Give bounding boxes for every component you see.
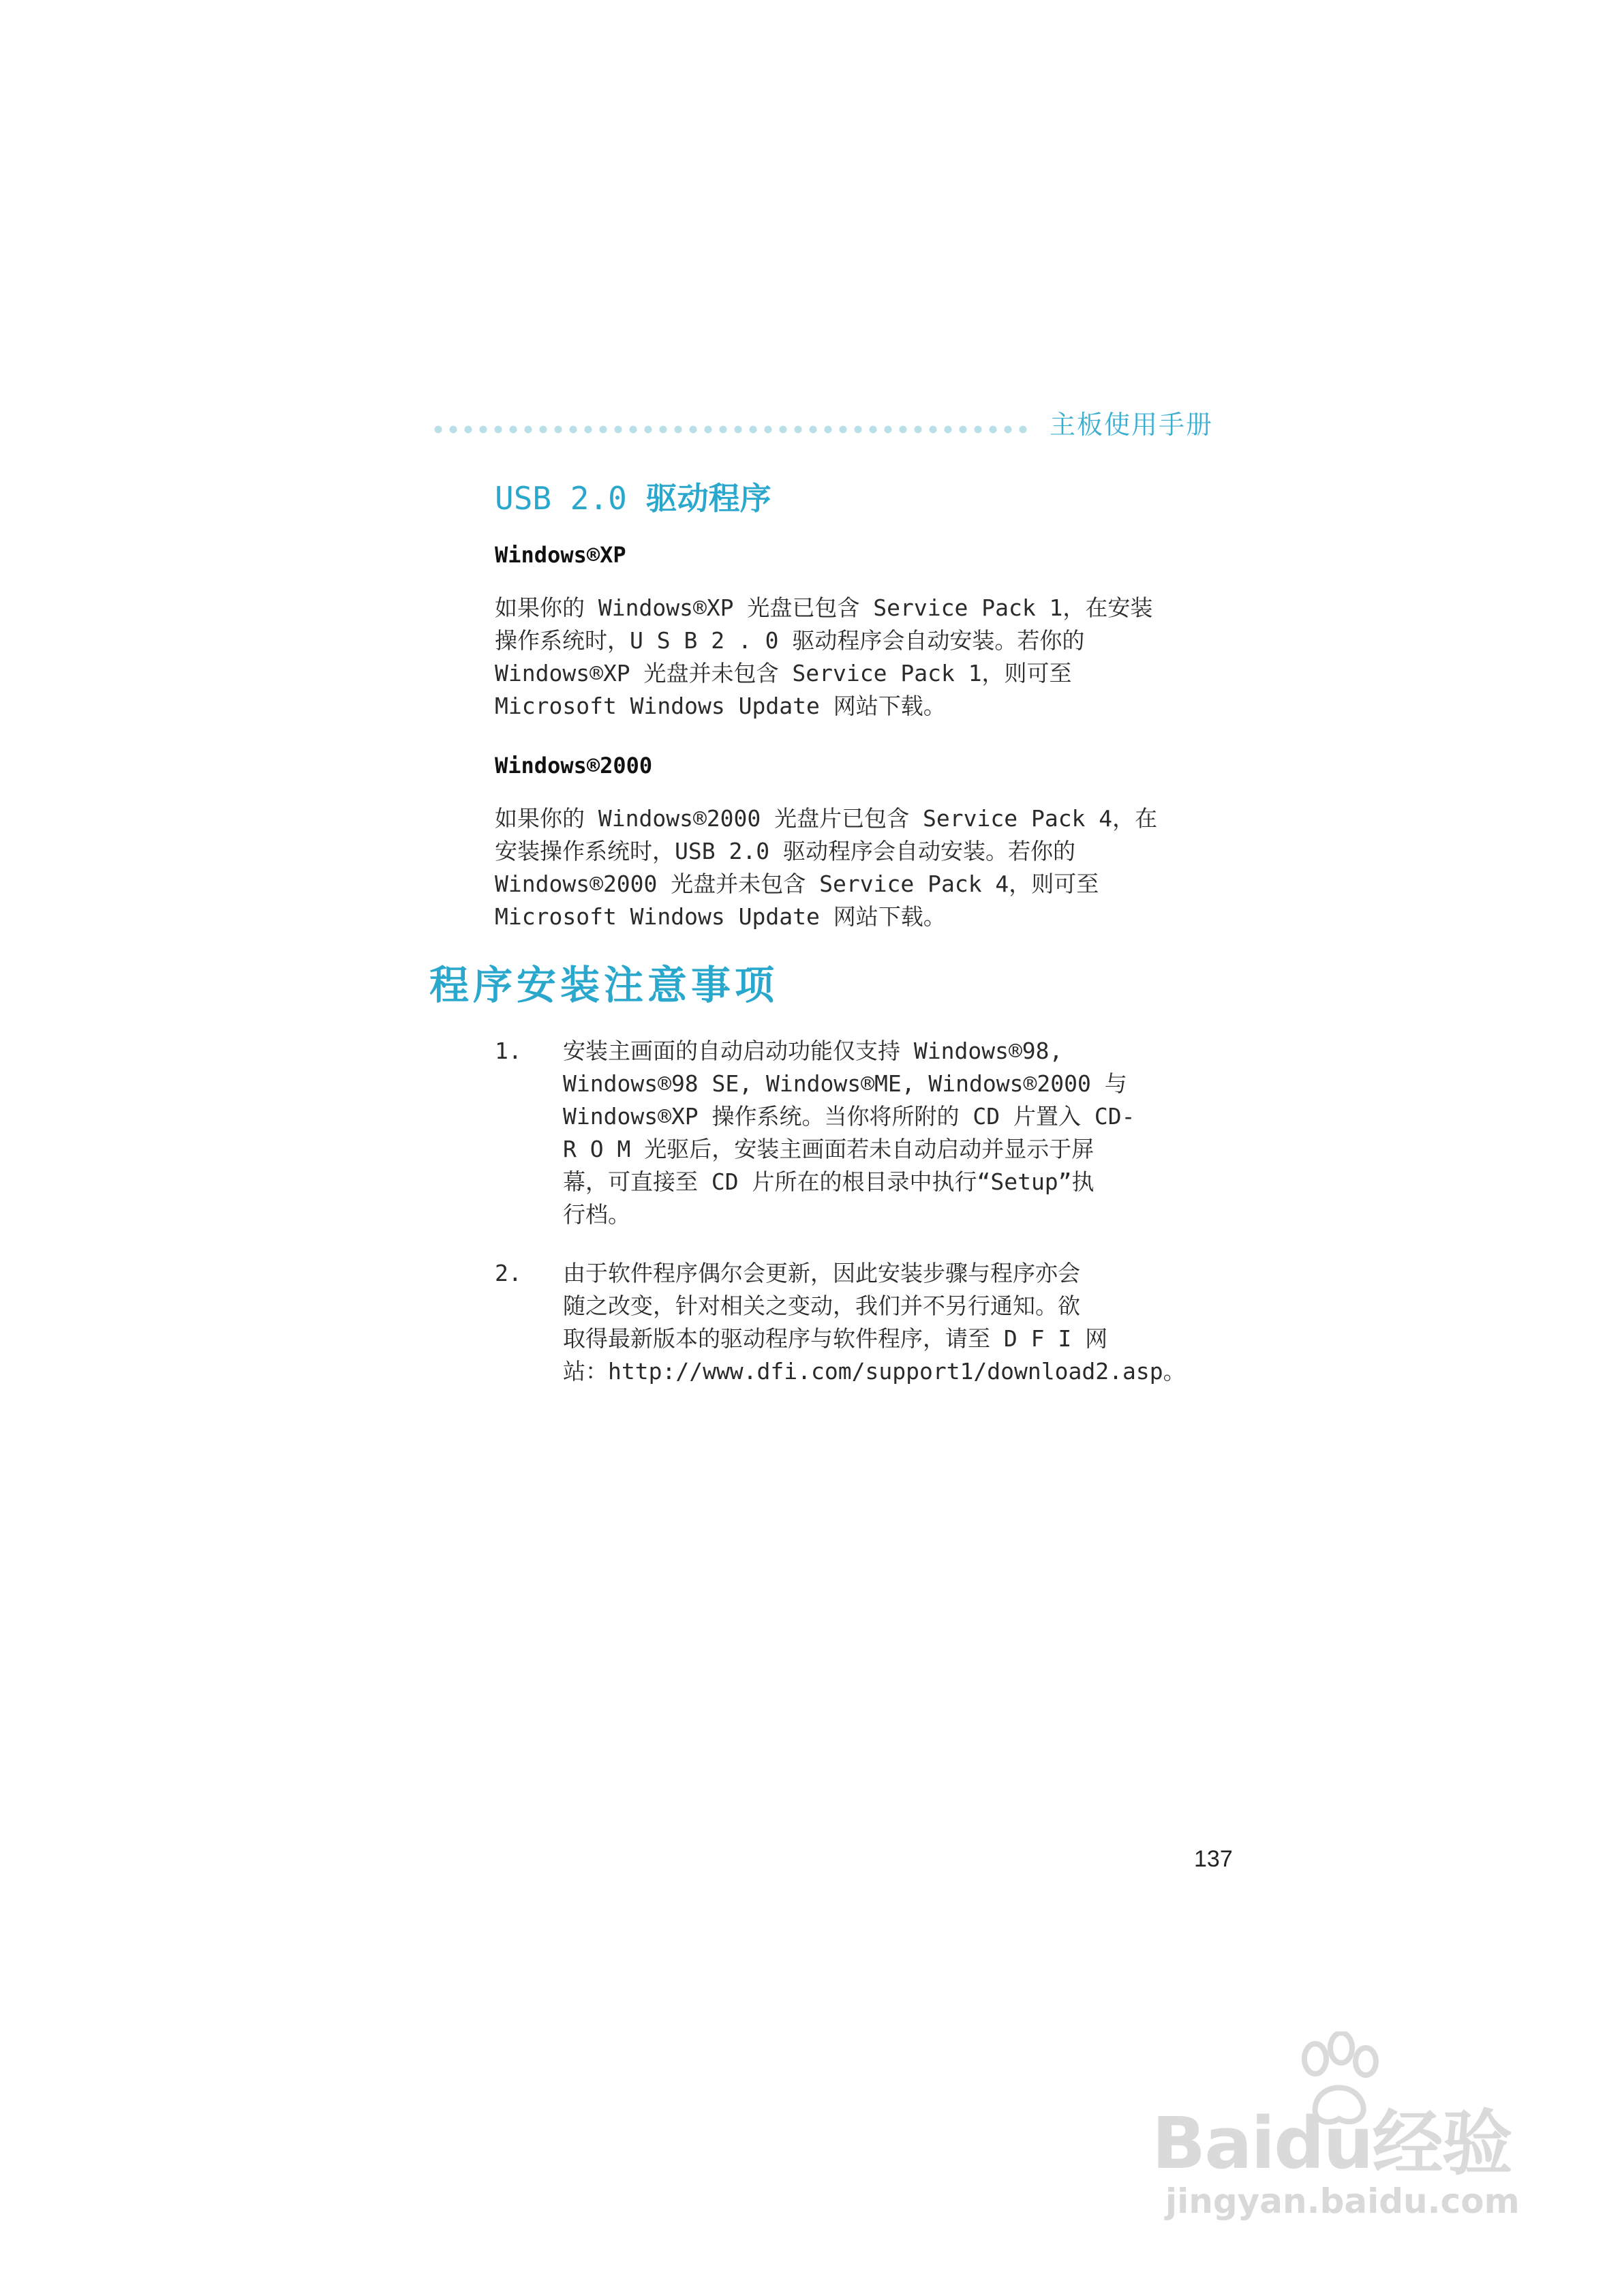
note-line: 安装主画面的自动启动功能仅支持 Windows®98,	[563, 1038, 1063, 1064]
note-line: 取得最新版本的驱动程序与软件程序，请至 D F I 网	[563, 1325, 1108, 1352]
note-line: Windows®XP 操作系统。当你将所附的 CD 片置入 CD-	[563, 1103, 1135, 1130]
xp-paragraph	[495, 592, 1242, 723]
w2000-line: Windows®2000 光盘并未包含 Service Pack 4，则可至	[495, 871, 1099, 897]
note-line: 站：http://www.dfi.com/support1/download2.asp。	[563, 1358, 1186, 1385]
note-text	[563, 1035, 1244, 1231]
xp-line: 操作系统时，U S B 2 . 0 驱动程序会自动安装。若你的	[495, 627, 1085, 654]
note-number: 2.	[495, 1260, 522, 1286]
note-number: 1.	[495, 1038, 522, 1064]
xp-line: Microsoft Windows Update 网站下载。	[495, 693, 946, 719]
w2000-subheading: Windows®2000	[495, 753, 653, 779]
w2000-paragraph	[495, 802, 1242, 933]
note-line: Windows®98 SE, Windows®ME, Windows®2000 与	[563, 1070, 1127, 1097]
note-text	[563, 1257, 1244, 1388]
xp-line: Windows®XP 光盘并未包含 Service Pack 1，则可至	[495, 660, 1072, 686]
page-number: 137	[1194, 1846, 1233, 1872]
w2000-line: 安装操作系统时，USB 2.0 驱动程序会自动安装。若你的	[495, 838, 1075, 864]
note-line: 由于软件程序偶尔会更新，因此安装步骤与程序亦会	[563, 1260, 1080, 1286]
install-notes-heading: 程序安装注意事项	[429, 962, 779, 1008]
note-line: 幕，可直接至 CD 片所在的根目录中执行“Setup”执	[563, 1168, 1095, 1195]
header-dotted-rule	[431, 425, 1030, 434]
note-line: 行档。	[563, 1201, 630, 1228]
running-header-title: 主板使用手册	[1050, 410, 1214, 440]
note-line: R O M 光驱后，安装主画面若未自动启动并显示于屏	[563, 1136, 1095, 1162]
watermark-logo: Baidu经验	[1152, 2102, 1512, 2185]
usb-heading-latin: USB 2.0	[495, 480, 646, 517]
w2000-line: 如果你的 Windows®2000 光盘片已包含 Service Pack 4，在	[495, 805, 1158, 832]
usb-heading-cjk: 驱动程序	[645, 480, 771, 517]
baidu-watermark	[1145, 2031, 1527, 2236]
note-line: 随之改变，针对相关之变动，我们并不另行通知。欲	[563, 1293, 1080, 1319]
watermark-url: jingyan.baidu.com	[1165, 2181, 1520, 2221]
usb-section-heading	[495, 474, 771, 519]
w2000-line: Microsoft Windows Update 网站下载。	[495, 903, 946, 930]
xp-line: 如果你的 Windows®XP 光盘已包含 Service Pack 1，在安装	[495, 594, 1153, 621]
xp-subheading: Windows®XP	[495, 542, 626, 568]
